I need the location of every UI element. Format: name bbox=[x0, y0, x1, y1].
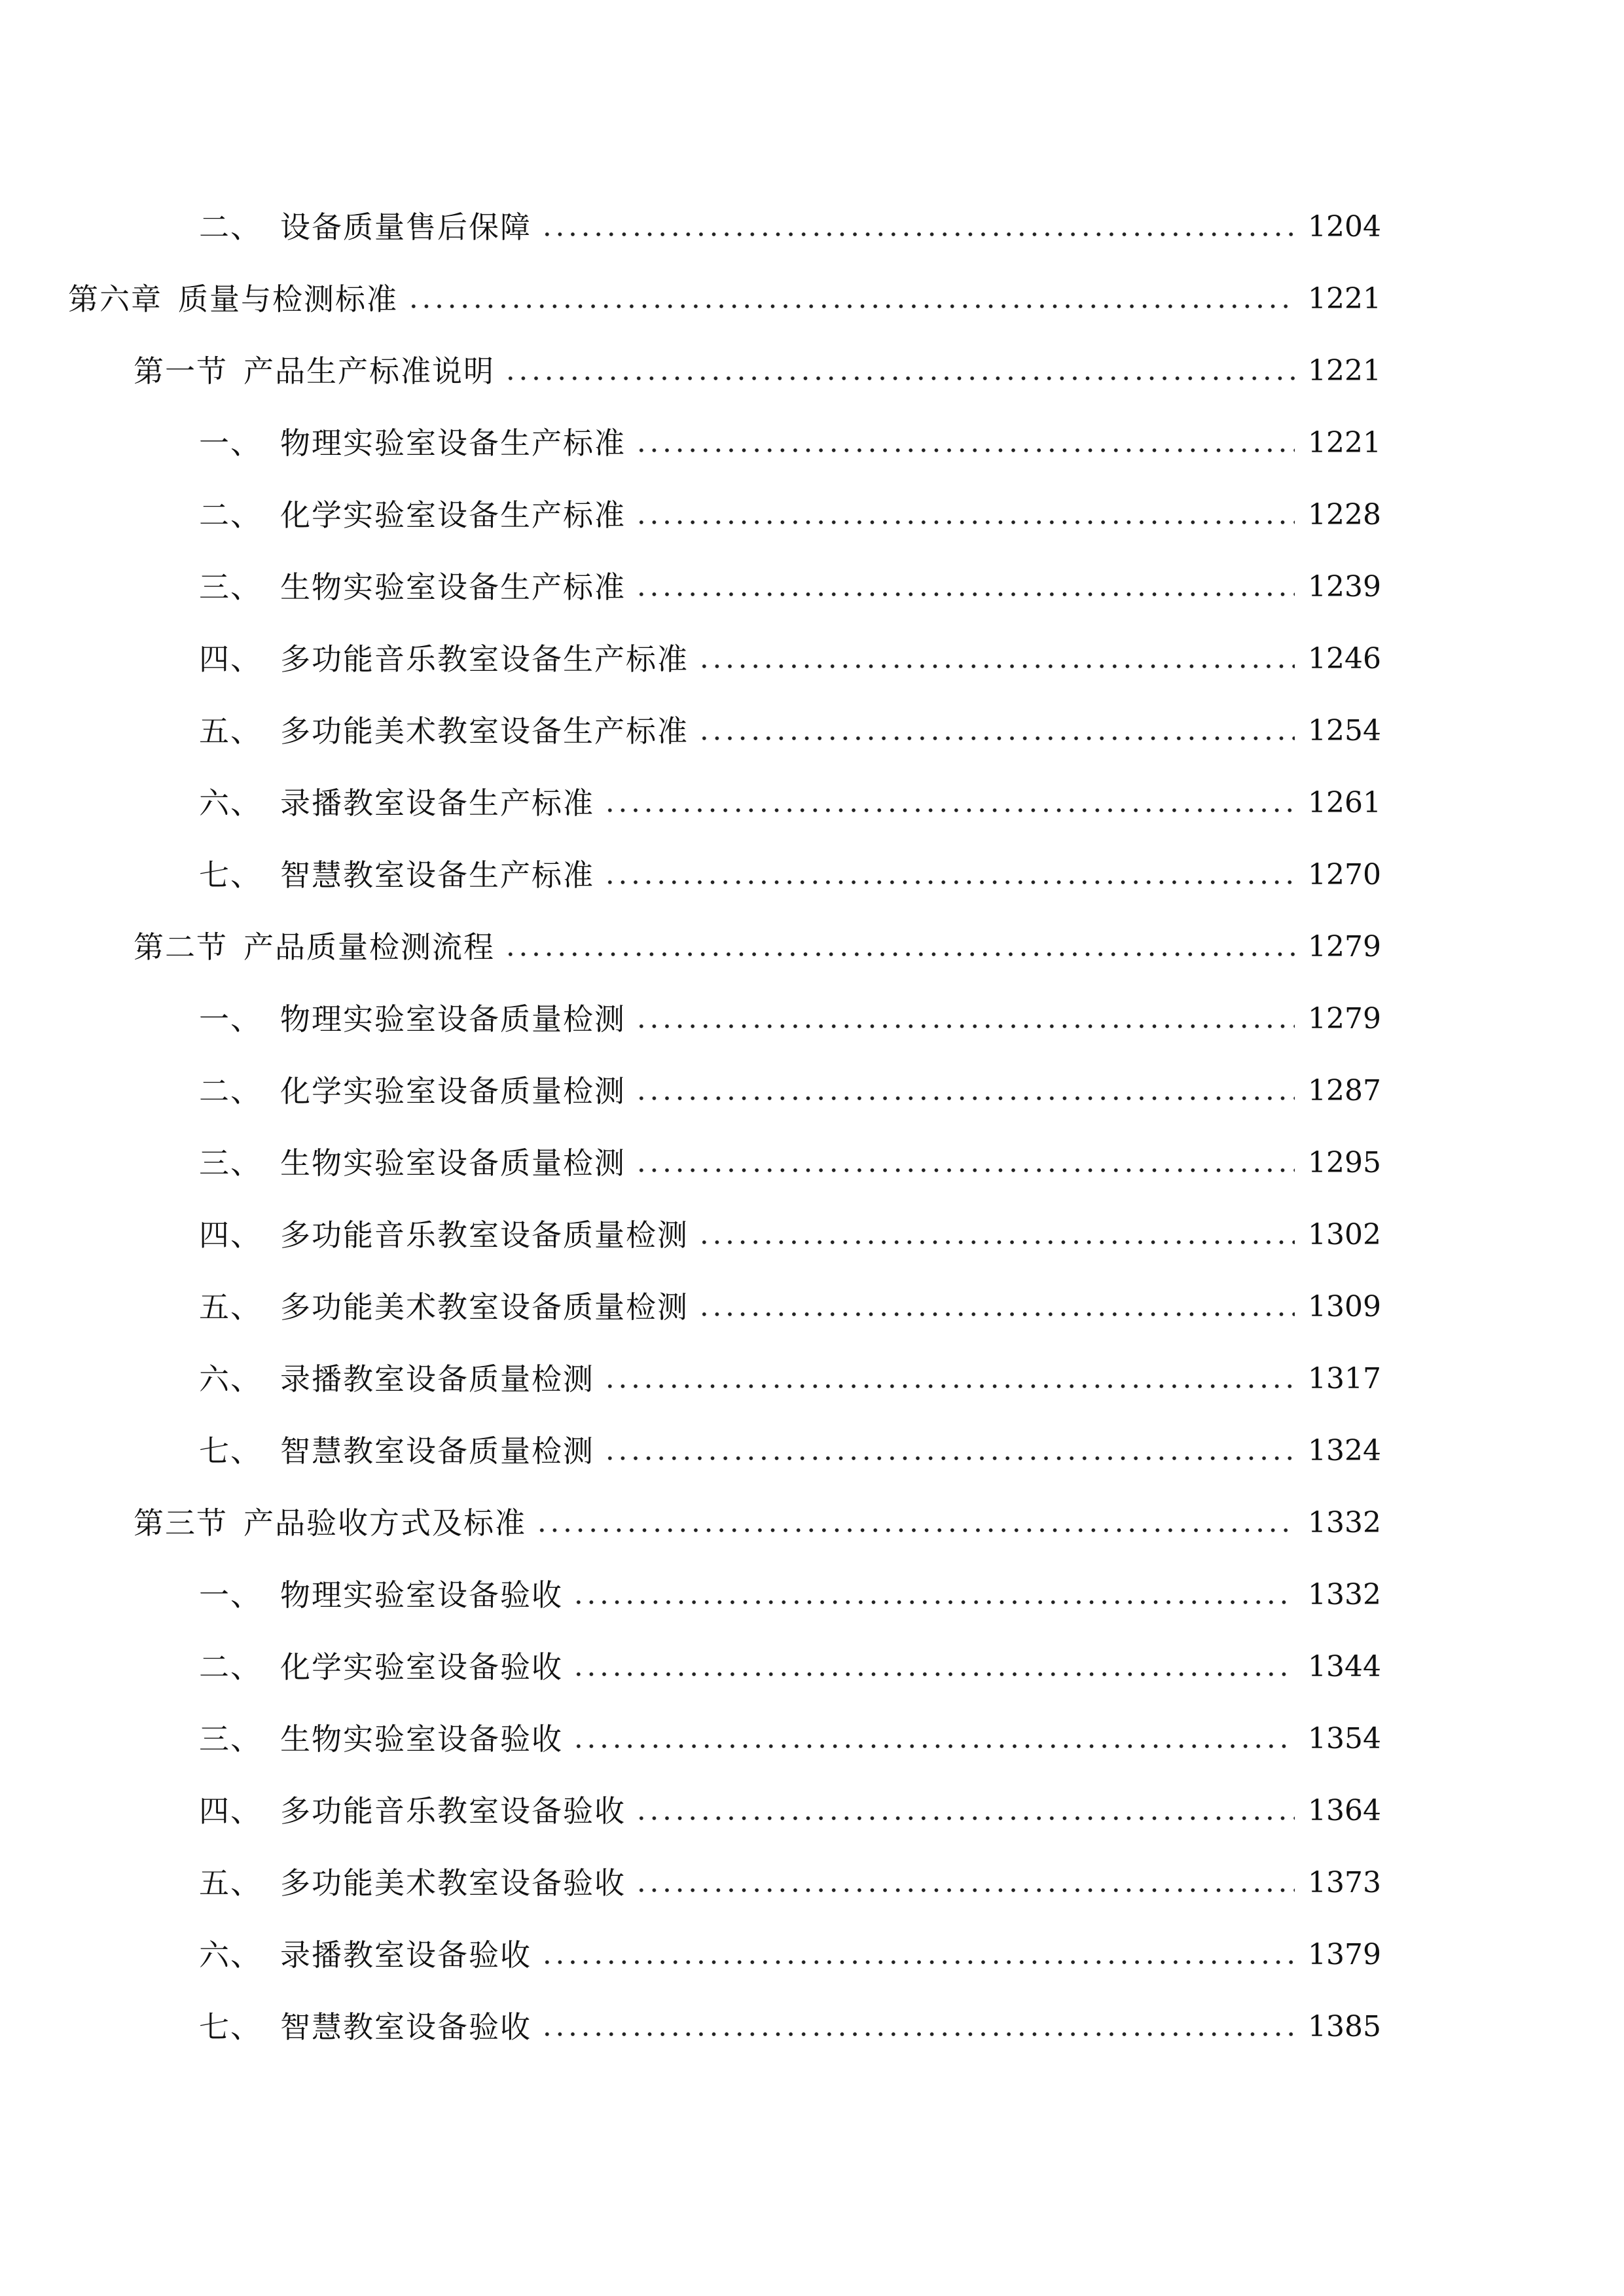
toc-entry-page-number: 1221 bbox=[1308, 354, 1381, 387]
toc-entry[interactable] bbox=[0, 407, 1381, 479]
toc-entry-number: 二、 bbox=[199, 497, 262, 533]
dot-leader bbox=[604, 1383, 1295, 1390]
toc-entry-number: 三、 bbox=[199, 569, 262, 605]
dot-leader bbox=[635, 1095, 1295, 1102]
toc-entry-number: 四、 bbox=[199, 1793, 262, 1829]
toc-entry-page-number: 1309 bbox=[1308, 1290, 1381, 1323]
toc-entry-title: 生物实验室设备质量检测 bbox=[280, 1145, 626, 1181]
toc-entry-number: 第二节 bbox=[134, 929, 228, 965]
toc-entry-title: 物理实验室设备验收 bbox=[280, 1577, 563, 1613]
toc-entry[interactable] bbox=[0, 1847, 1381, 1919]
toc-entry-page-number: 1221 bbox=[1308, 426, 1381, 459]
toc-entry-title: 质量与检测标准 bbox=[178, 281, 398, 317]
dot-leader bbox=[541, 231, 1295, 238]
toc-entry-number: 六、 bbox=[199, 785, 262, 821]
toc-entry[interactable] bbox=[0, 1775, 1381, 1847]
toc-entry-number: 二、 bbox=[199, 209, 262, 245]
toc-entry[interactable] bbox=[0, 263, 1381, 335]
toc-entry-page-number: 1379 bbox=[1308, 1938, 1381, 1971]
toc-entry-title: 多功能音乐教室设备质量检测 bbox=[280, 1217, 689, 1253]
dot-leader bbox=[541, 1959, 1295, 1965]
dot-leader bbox=[604, 807, 1295, 814]
toc-entry-number: 第六章 bbox=[68, 281, 162, 317]
toc-entry-page-number: 1295 bbox=[1308, 1146, 1381, 1179]
dot-leader bbox=[407, 303, 1295, 310]
toc-entry-title: 产品质量检测流程 bbox=[244, 929, 495, 965]
toc-entry[interactable] bbox=[0, 1127, 1381, 1199]
toc-entry-page-number: 1254 bbox=[1308, 714, 1381, 747]
toc-entry[interactable] bbox=[0, 1919, 1381, 1991]
toc-entry-page-number: 1344 bbox=[1308, 1650, 1381, 1683]
toc-entry[interactable] bbox=[0, 1055, 1381, 1127]
toc-entry-title: 录播教室设备验收 bbox=[280, 1937, 532, 1973]
toc-entry-title: 产品生产标准说明 bbox=[244, 353, 495, 389]
toc-entry[interactable] bbox=[0, 911, 1381, 983]
dot-leader bbox=[572, 1743, 1295, 1749]
toc-entry-number: 二、 bbox=[199, 1649, 262, 1685]
toc-entry-title: 设备质量售后保障 bbox=[280, 209, 532, 245]
toc-entry-number: 七、 bbox=[199, 2009, 262, 2045]
toc-entry-title: 物理实验室设备质量检测 bbox=[280, 1001, 626, 1037]
toc-entry-page-number: 1317 bbox=[1308, 1362, 1381, 1395]
toc-entry-page-number: 1332 bbox=[1308, 1506, 1381, 1539]
toc-entry-page-number: 1287 bbox=[1308, 1074, 1381, 1107]
toc-entry[interactable] bbox=[0, 1991, 1381, 2063]
toc-entry-number: 六、 bbox=[199, 1361, 262, 1397]
toc-entry-page-number: 1332 bbox=[1308, 1578, 1381, 1611]
toc-entry-title: 生物实验室设备生产标准 bbox=[280, 569, 626, 605]
toc-entry[interactable] bbox=[0, 767, 1381, 839]
toc-entry-title: 智慧教室设备生产标准 bbox=[280, 857, 594, 893]
dot-leader bbox=[698, 1239, 1295, 1246]
dot-leader bbox=[535, 1527, 1295, 1534]
toc-entry-title: 化学实验室设备验收 bbox=[280, 1649, 563, 1685]
toc-entry[interactable] bbox=[0, 479, 1381, 551]
toc-entry-page-number: 1354 bbox=[1308, 1722, 1381, 1755]
toc-entry[interactable] bbox=[0, 1199, 1381, 1271]
toc-entry-title: 物理实验室设备生产标准 bbox=[280, 425, 626, 461]
toc-entry-page-number: 1261 bbox=[1308, 786, 1381, 819]
toc-entry-number: 一、 bbox=[199, 425, 262, 461]
toc-entry[interactable] bbox=[0, 1343, 1381, 1415]
toc-entry[interactable] bbox=[0, 1271, 1381, 1343]
toc-entry-title: 智慧教室设备质量检测 bbox=[280, 1433, 594, 1469]
dot-leader bbox=[604, 879, 1295, 886]
toc-entry-title: 生物实验室设备验收 bbox=[280, 1721, 563, 1757]
dot-leader bbox=[635, 1023, 1295, 1030]
toc-entry[interactable] bbox=[0, 1415, 1381, 1487]
toc-entry-number: 七、 bbox=[199, 857, 262, 893]
toc-entry-title: 多功能美术教室设备生产标准 bbox=[280, 713, 689, 749]
dot-leader bbox=[604, 1455, 1295, 1462]
toc-entry-title: 智慧教室设备验收 bbox=[280, 2009, 532, 2045]
toc-entry-number: 五、 bbox=[199, 1865, 262, 1901]
dot-leader bbox=[504, 951, 1295, 958]
table-of-contents bbox=[0, 191, 1624, 2063]
toc-entry-page-number: 1279 bbox=[1308, 1002, 1381, 1035]
dot-leader bbox=[504, 375, 1295, 382]
toc-entry-title: 多功能音乐教室设备生产标准 bbox=[280, 641, 689, 677]
dot-leader bbox=[572, 1599, 1295, 1605]
toc-entry-page-number: 1279 bbox=[1308, 930, 1381, 963]
toc-entry-number: 四、 bbox=[199, 641, 262, 677]
toc-entry-number: 七、 bbox=[199, 1433, 262, 1469]
dot-leader bbox=[635, 1887, 1295, 1893]
toc-entry-title: 录播教室设备生产标准 bbox=[280, 785, 594, 821]
toc-entry-page-number: 1324 bbox=[1308, 1434, 1381, 1467]
dot-leader bbox=[698, 1311, 1295, 1318]
toc-entry-page-number: 1302 bbox=[1308, 1218, 1381, 1251]
dot-leader bbox=[698, 735, 1295, 742]
toc-entry-title: 化学实验室设备生产标准 bbox=[280, 497, 626, 533]
toc-entry-number: 一、 bbox=[199, 1001, 262, 1037]
toc-entry-title: 多功能美术教室设备验收 bbox=[280, 1865, 626, 1901]
dot-leader bbox=[635, 1815, 1295, 1821]
toc-entry-page-number: 1228 bbox=[1308, 498, 1381, 531]
toc-entry-number: 第一节 bbox=[134, 353, 228, 389]
dot-leader bbox=[635, 1167, 1295, 1174]
toc-entry-page-number: 1270 bbox=[1308, 858, 1381, 891]
toc-entry-page-number: 1204 bbox=[1308, 210, 1381, 243]
dot-leader bbox=[635, 447, 1295, 454]
toc-entry-title: 化学实验室设备质量检测 bbox=[280, 1073, 626, 1109]
toc-entry-number: 一、 bbox=[199, 1577, 262, 1613]
toc-entry-page-number: 1221 bbox=[1308, 282, 1381, 315]
toc-entry[interactable] bbox=[0, 839, 1381, 911]
dot-leader bbox=[572, 1671, 1295, 1677]
toc-entry-number: 四、 bbox=[199, 1217, 262, 1253]
toc-entry-title: 录播教室设备质量检测 bbox=[280, 1361, 594, 1397]
toc-entry-number: 第三节 bbox=[134, 1505, 228, 1541]
dot-leader bbox=[698, 663, 1295, 670]
toc-entry[interactable] bbox=[0, 335, 1381, 407]
toc-entry-page-number: 1364 bbox=[1308, 1794, 1381, 1827]
toc-entry[interactable] bbox=[0, 1703, 1381, 1775]
toc-entry[interactable] bbox=[0, 1487, 1381, 1559]
toc-entry-number: 五、 bbox=[199, 1289, 262, 1325]
toc-entry-number: 五、 bbox=[199, 713, 262, 749]
toc-entry-page-number: 1385 bbox=[1308, 2010, 1381, 2043]
toc-entry-title: 产品验收方式及标准 bbox=[244, 1505, 526, 1541]
toc-entry[interactable] bbox=[0, 695, 1381, 767]
toc-entry-number: 二、 bbox=[199, 1073, 262, 1109]
toc-entry[interactable] bbox=[0, 1631, 1381, 1703]
toc-entry-number: 三、 bbox=[199, 1145, 262, 1181]
toc-entry[interactable] bbox=[0, 1559, 1381, 1631]
toc-entry-page-number: 1373 bbox=[1308, 1866, 1381, 1899]
toc-entry[interactable] bbox=[0, 191, 1381, 263]
toc-entry[interactable] bbox=[0, 623, 1381, 695]
dot-leader bbox=[635, 591, 1295, 598]
toc-entry-title: 多功能美术教室设备质量检测 bbox=[280, 1289, 689, 1325]
toc-entry[interactable] bbox=[0, 551, 1381, 623]
dot-leader bbox=[541, 2031, 1295, 2037]
toc-entry-number: 六、 bbox=[199, 1937, 262, 1973]
dot-leader bbox=[635, 519, 1295, 526]
toc-entry-title: 多功能音乐教室设备验收 bbox=[280, 1793, 626, 1829]
toc-entry-page-number: 1246 bbox=[1308, 642, 1381, 675]
toc-entry-number: 三、 bbox=[199, 1721, 262, 1757]
toc-entry-page-number: 1239 bbox=[1308, 570, 1381, 603]
toc-entry[interactable] bbox=[0, 983, 1381, 1055]
